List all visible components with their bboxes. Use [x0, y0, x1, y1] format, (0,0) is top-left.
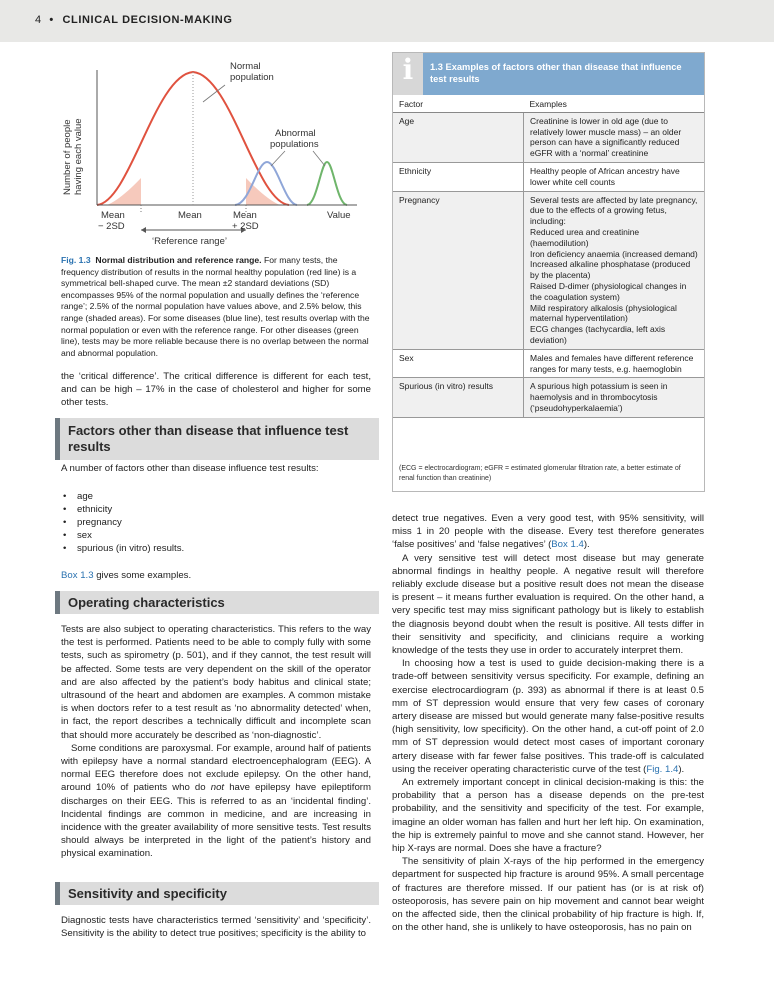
- normal-label-line2: population: [230, 72, 274, 83]
- critical-difference-paragraph: the ‘critical difference’. The critical difference is different for each test, and can be high – 17% in the case of cholesterol and higher for some other tests.: [61, 371, 371, 409]
- fig-1-4-link[interactable]: Fig. 1.4: [646, 763, 679, 775]
- upper-tail-shade: [246, 178, 280, 205]
- table-row: [393, 349, 704, 378]
- box-title: 1.3 Examples of factors other than disease that influence test results: [430, 62, 682, 84]
- factors-intro-text: A number of factors other than disease influence test results:: [61, 463, 319, 474]
- figure-title: Normal distribution and reference range.: [95, 255, 262, 265]
- right-column-text: [392, 512, 704, 935]
- column-header-examples: Examples: [524, 97, 705, 112]
- abnormal-label-line2: populations: [270, 139, 319, 150]
- list-item: • pregnancy: [61, 516, 361, 529]
- right-p1-text-b: ).: [583, 539, 590, 551]
- sensitivity-paragraph: Diagnostic tests have characteristics termed ‘sensitivity’ and ‘specificity’. Sensitivity is the ability to detect true positives; specificity is the ability to: [61, 915, 371, 940]
- info-icon: i: [393, 53, 423, 95]
- list-item: • age: [61, 490, 361, 503]
- x-label-mean-plus-2sd-line2: + 2SD: [232, 221, 259, 232]
- running-header: [35, 14, 233, 26]
- section-heading-operating: Operating characteristics: [55, 591, 379, 614]
- right-paragraph-2: A very sensitive test will detect most disease but may generate abnormal findings in healthy people. A negative result will therefore reliably exclude disease but a positive result does not mean the disease is present – it means further evaluation is required. On the other hand, a very specific test may miss significant pathology but is likely to establish the diagnosis beyond doubt when the result is positive. All tests differ in their sensitivity and specificity, and clinicians require a working knowledge of the tests they use in order to accurately interpret them.: [392, 552, 704, 657]
- abnormal-label-pointer-green: [313, 151, 325, 166]
- examples-cell: Creatinine is lower in old age (due to relatively lower muscle mass) – an older person can have a significantly reduced eGFR with a ‘normal’ creatinine: [524, 112, 705, 162]
- right-paragraph-3: [392, 657, 704, 776]
- non-overlapping-disease-curve: [307, 162, 347, 205]
- list-item: • sex: [61, 529, 361, 542]
- section-heading-factors: Factors other than disease that influence test results: [55, 418, 379, 460]
- paroxysmal-text-a: Some conditions are paroxysmal. For example, around half of patients with epilepsy have a normal standard electroencephalogram (EEG). A normal EEG therefore does not exclude epilepsy. On the other hand, around 10% of patients who do: [61, 742, 371, 794]
- box-footnote: (ECG = electrocardiogram; eGFR = estimated glomerular filtration rate, a better estimate of renal function than creatinine): [399, 465, 681, 482]
- y-axis-label-line2: having each value: [73, 118, 84, 195]
- figure-caption: [61, 255, 371, 359]
- reference-range-arrowhead-left: [141, 227, 146, 233]
- sensitivity-intro: [61, 914, 371, 940]
- list-item: • ethnicity: [61, 503, 361, 516]
- box-1-3: [392, 52, 705, 492]
- examples-cell: Several tests are affected by late pregnancy, due to the effects of a growing fetus, including: Reduced urea and creatinine (haemodilution) Iron deficiency anaemia (increased demand) Increased alkaline phosphatase (produced by the placenta) Raised D-dimer (physiological changes in the coagulation system) Mild respiratory alkalosis (physiological maternal hyperventilation) ECG changes (tachycardia, left axis deviation): [524, 191, 705, 349]
- factor-cell: Age: [393, 112, 524, 162]
- right-paragraph-5: The sensitivity of plain X-rays of the hip performed in the emergency department for suspected hip fracture is around 95%. A small percentage of fractures are therefore missed. If our patient has (or is at risk of) osteoporosis, has severe pain on hip movement and cannot bear weight on the affected side, then the clinical probability of hip fracture is high. If, on the other hand, she is unlikely to have osteoporosis, has no pain on: [392, 856, 704, 934]
- list-item: • spurious (in vitro) results.: [61, 542, 361, 555]
- paroxysmal-text-b: have epilepsy have epileptiform discharges on their EEG. This is referred to as an ‘incidental finding’. Incidental findings are common in medicine, and are increasing in incidence with the greater availability of more sensitive tests. Test results should always be interpreted in the light of the patient’s history and physical examination.: [61, 782, 371, 860]
- reference-range-label: ‘Reference range’: [152, 236, 227, 247]
- x-label-mean-minus-2sd-line1: Mean: [101, 210, 125, 221]
- operating-paragraph-2: [61, 742, 371, 861]
- abnormal-label-pointer-blue: [271, 151, 285, 166]
- figure-label: Fig. 1.3: [61, 255, 91, 265]
- factor-cell: Spurious (in vitro) results: [393, 378, 524, 417]
- left-intro-paragraph: [61, 370, 371, 410]
- emphasis-not: not: [210, 782, 225, 794]
- x-label-mean-minus-2sd-line2: − 2SD: [98, 221, 125, 232]
- x-label-mean: Mean: [178, 210, 202, 221]
- right-p3-text-b: ).: [678, 763, 685, 775]
- right-p3-text-a: In choosing how a test is used to guide decision-making there is a trade-off between sensitivity versus specificity. For example, defining an exercise electrocardiogram (p. 393) as abnormal if there is at least 0.5 mm of ST depression would ensure that very few cases of coronary artery disease are missed but would generate many false-positive results (high sensitivity, low specificity). On the other hand, a cut-off point of 2.0 mm of ST depression would detect most cases of important coronary artery disease with far fewer false positives. This trade-off is calculated using the receiver operating characteristic curve of the test (: [392, 658, 704, 775]
- table-header-row: [393, 97, 704, 112]
- x-label-value: Value: [327, 210, 351, 221]
- factor-cell: Pregnancy: [393, 191, 524, 349]
- factors-intro: [61, 462, 371, 475]
- table-row: [393, 191, 704, 349]
- right-paragraph-1: [392, 512, 704, 552]
- box-reference-rest: gives some examples.: [93, 570, 192, 581]
- abnormal-label-line1: Abnormal: [275, 128, 316, 139]
- table-row: [393, 378, 704, 417]
- factors-list: [61, 490, 361, 555]
- page-number: 4: [35, 14, 42, 26]
- examples-cell: Healthy people of African ancestry have lower white cell counts: [524, 162, 705, 191]
- figure-caption-body: For many tests, the frequency distribution of results in the normal healthy population (red line) is a symmetrical bell-shaped curve. The mean ±2 standard deviations (SD) encompasses 95% of the normal population and usually defines the ‘reference range’; 2.5% of the normal population have values above, and 2.5% below, this range (shaded areas). For some diseases (blue line), test results overlap with the normal population or even with the reference range. For other diseases (green line), tests may be more reliable because there is no overlap between the normal and abnormal population.: [61, 255, 370, 358]
- operating-paragraph-1: Tests are also subject to operating characteristics. This refers to the way the test is performed. Patients need to be able to comply fully with some tests, such as spirometry (p. 501), and if they cannot, the test result will be affected. Some tests are very dependent on the skill of the operator and are also affected by the patient’s body habitus and clinical state; ultrasound of the heart and abdomen are examples. A common mistake is when doctors refer to a test result as ‘no abnormality detected’ when, in fact, the report describes a technically difficult and incomplete scan that should more accurately be described as ‘non-diagnostic’.: [61, 624, 371, 741]
- normal-label-line1: Normal: [230, 61, 261, 72]
- table-row: [393, 162, 704, 191]
- column-header-factor: Factor: [393, 97, 524, 112]
- section-heading-sensitivity: Sensitivity and specificity: [55, 882, 379, 905]
- examples-cell: Males and females have different reference ranges for many tests, e.g. haemoglobin: [524, 349, 705, 378]
- y-axis-label-line1: Number of people: [62, 119, 73, 195]
- running-title: CLINICAL DECISION-MAKING: [62, 14, 233, 26]
- examples-cell: A spurious high potassium is seen in haemolysis and in thrombocytosis (‘pseudohyperkalaemia’): [524, 378, 705, 417]
- factor-cell: Sex: [393, 349, 524, 378]
- right-paragraph-4: An extremely important concept in clinical decision-making is this: the probability that a person has a disease depends on the pre-test probability, and the sensitivity and specificity of the test. For example, imagine an older woman has fallen and hurt her left hip. On examination, the hip is extremely painful to move and she cannot stand. However, her hip X-rays are normal. Does she have a fracture?: [392, 777, 704, 855]
- table-row: [393, 112, 704, 162]
- box-1-4-link[interactable]: Box 1.4: [551, 539, 584, 551]
- lower-tail-shade: [107, 178, 141, 205]
- box-reference-paragraph: [61, 569, 371, 582]
- header-separator: •: [49, 14, 54, 26]
- factor-cell: Ethnicity: [393, 162, 524, 191]
- normal-distribution-figure: [35, 50, 380, 250]
- right-p1-text-a: detect true negatives. Even a very good test, with 95% sensitivity, will miss 1 in 20 people with the disease. Every test therefore generates ‘false positives’ and ‘false negatives’ (: [392, 513, 704, 551]
- operating-characteristics-text: [61, 623, 371, 861]
- factors-table: [393, 97, 704, 418]
- x-label-mean-plus-2sd-line1: Mean: [233, 210, 257, 221]
- box-1-3-link[interactable]: Box 1.3: [61, 570, 94, 581]
